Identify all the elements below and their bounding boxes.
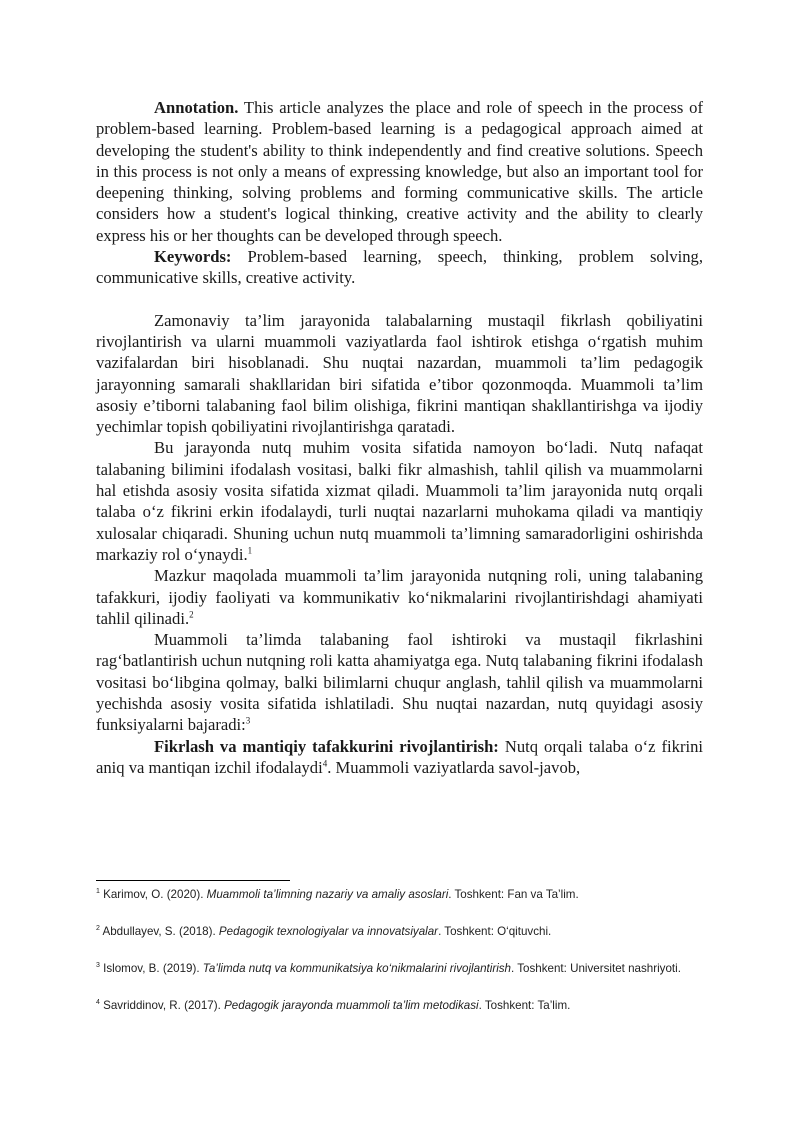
body-paragraph-4	[96, 629, 703, 735]
footnote-publisher: . Toshkent: Fan va Ta’lim.	[448, 888, 579, 901]
body-paragraph-1	[96, 310, 703, 438]
keywords-paragraph	[96, 246, 703, 289]
keywords-text: Problem-based learning, speech, thinking, problem solving, communicative skills, creative activity.	[96, 247, 703, 288]
footnote-number: 3	[96, 962, 100, 970]
footnote-1	[96, 887, 686, 903]
footnote-ref-3[interactable]: 3	[245, 715, 251, 726]
footnote-author: Islomov, B. (2019).	[99, 962, 203, 975]
footnote-separator	[96, 880, 290, 881]
footnote-number: 2	[96, 925, 100, 933]
footnote-publisher: . Toshkent: O‘qituvchi.	[438, 925, 552, 938]
footnote-publisher: . Toshkent: Universitet nashriyoti.	[511, 962, 681, 975]
article-body	[96, 97, 703, 778]
body-paragraph-5	[96, 736, 703, 779]
body-paragraph-5-text-end: . Muammoli vaziyatlarda savol-javob,	[327, 757, 581, 777]
footnote-3	[96, 961, 686, 977]
footnote-title: Ta’limda nutq va kommunikatsiya ko‘nikmalarini rivojlantirish	[202, 962, 512, 975]
footnote-title: Pedagogik jarayonda muammoli ta’lim metodikasi	[224, 999, 479, 1012]
body-paragraph-4-text: Muammoli ta’limda talabaning faol ishtiroki va mustaqil fikrlashini rag‘batlantirish uchun nutqning roli katta ahamiyatga ega. Nutq talabaning fikrini ifodalash vositasi bo‘libgina qolmay, balki bilimlarni chuqur anglash, tahlil qilish va muammolarni yechishda asosiy vosita sifatida ishlatiladi. Shu nuqtai nazardan, nutq quyidagi asosiy funksiyalarni bajaradi:	[96, 630, 703, 735]
footnote-author: Savriddinov, R. (2017).	[99, 999, 225, 1012]
footnote-ref-4[interactable]: 4	[322, 758, 328, 769]
footnote-author: Karimov, O. (2020).	[99, 888, 207, 901]
body-paragraph-3	[96, 565, 703, 629]
footnote-publisher: . Toshkent: Ta’lim.	[478, 999, 571, 1012]
body-paragraph-2-text: Bu jarayonda nutq muhim vosita sifatida namoyon bo‘ladi. Nutq nafaqat talabaning bilimini ifodalash vositasi, balki fikr almashish, tahlil qilish va muammolarni hal etishda asosiy vosita sifatida xizmat qiladi. Muammoli ta’lim jarayonida nutq orqali talaba o‘z fikrini erkin ifodalaydi, turli nuqtai nazarlarni muhokama qiladi va mantiqiy xulosalar chiqaradi. Shuning uchun nutq muammoli ta’limning samaradorligini oshirishda markaziy rol o‘ynaydi.	[96, 438, 703, 564]
footnote-author: Abdullayev, S. (2018).	[99, 925, 219, 938]
body-paragraph-1-text: Zamonaviy ta’lim jarayonida talabalarning mustaqil fikrlash qobiliyatini rivojlantirish va ularni muammoli vaziyatlarda faol ishtirok etishga o‘rgatish muhim vazifalardan biri hisoblanadi. Shu nuqtai nazardan, muammoli ta’lim pedagogik jarayonning samarali shakllaridan biri sifatida e’tibor qozonmoqda. Muammoli ta’lim asosiy e’tiborni talabaning faol bilim olishiga, fikrini mantiqan shakllantirishga va ijodiy yechimlar topish qobiliyatini rivojlantirishga qaratadi.	[96, 310, 703, 437]
footnote-number: 4	[96, 999, 100, 1007]
footnote-title: Muammoli ta’limning nazariy va amaliy asoslari	[206, 888, 449, 901]
annotation-paragraph	[96, 97, 703, 246]
section-gap	[96, 289, 703, 310]
body-paragraph-5-text: Nutq orqali talaba o‘z fikrini aniq va mantiqan izchil ifodalaydi	[96, 736, 703, 777]
keywords-label: Keywords:	[154, 247, 232, 267]
body-paragraph-2	[96, 437, 703, 565]
footnotes	[96, 887, 686, 1035]
footnote-4	[96, 998, 686, 1014]
footnote-2	[96, 924, 686, 940]
annotation-text: This article analyzes the place and role of speech in the process of problem-based learning. Problem-based learning is a pedagogical approach aimed at developing the student's ability to think independently and find creative solutions. Speech in this process is not only a means of expressing knowledge, but also an important tool for deepening thinking, solving problems and forming communicative skills. The article considers how a student's logical thinking, creative activity and the ability to clearly express his or her thoughts can be developed through speech.	[96, 98, 703, 245]
footnote-ref-2[interactable]: 2	[189, 609, 194, 620]
annotation-label: Annotation.	[154, 98, 239, 117]
footnote-title: Pedagogik texnologiyalar va innovatsiyalar	[218, 925, 439, 938]
footnote-ref-1[interactable]: 1	[247, 545, 253, 556]
body-paragraph-3-text: Mazkur maqolada muammoli ta’lim jarayonida nutqning roli, uning talabaning tafakkuri, ijodiy faoliyati va kommunikativ ko‘nikmalarini rivojlantirishdagi ahamiyati tahlil qilinadi.	[96, 566, 703, 628]
footnote-number: 1	[96, 888, 100, 896]
subheading-label: Fikrlash va mantiqiy tafakkurini rivojlantirish:	[154, 736, 499, 756]
